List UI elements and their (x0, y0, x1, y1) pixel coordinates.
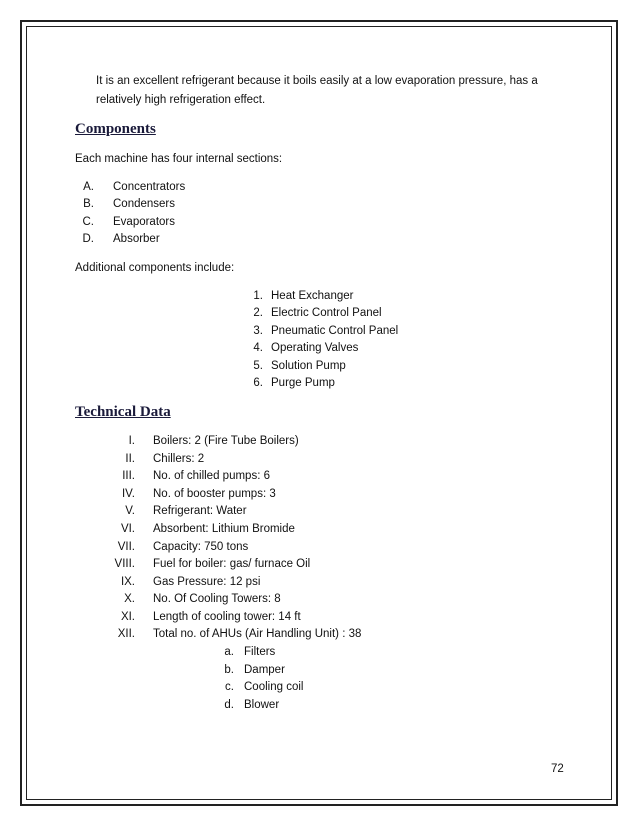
page-number: 72 (551, 763, 564, 775)
list-item: Capacity: 750 tons (153, 541, 249, 553)
list-item-marker: A. (83, 181, 94, 193)
list-item-marker: X. (124, 593, 135, 605)
list-item-marker: 3. (253, 325, 263, 337)
list-item: Purge Pump (271, 377, 335, 389)
list-item: Length of cooling tower: 14 ft (153, 611, 301, 623)
list-item: Gas Pressure: 12 psi (153, 576, 261, 588)
list-item: Operating Valves (271, 342, 359, 354)
list-item: Chillers: 2 (153, 453, 205, 465)
list-item-marker: XI. (120, 611, 135, 623)
list-item-marker: D. (82, 233, 94, 245)
list-item-marker: 6. (253, 377, 263, 389)
list-item: Electric Control Panel (271, 307, 382, 319)
list-item: Evaporators (113, 216, 176, 228)
list-item-marker: VI. (120, 523, 135, 535)
additional-lead: Additional components include: (75, 262, 235, 274)
components-lead: Each machine has four internal sections: (75, 153, 283, 165)
list-item: Pneumatic Control Panel (271, 325, 399, 337)
list-item-marker: d. (224, 699, 234, 711)
list-item-marker: 1. (253, 290, 263, 302)
list-item: No. of booster pumps: 3 (153, 488, 276, 500)
list-item: Absorber (113, 233, 160, 245)
intro-line-2: relatively high refrigeration effect. (96, 94, 266, 106)
list-item-marker: 2. (253, 307, 263, 319)
list-item-marker: II. (125, 453, 135, 465)
list-item-marker: C. (82, 216, 94, 228)
list-item: Absorbent: Lithium Bromide (153, 523, 295, 535)
list-item-marker: b. (224, 664, 234, 676)
components-heading: Components (75, 121, 156, 137)
list-item-marker: VII. (117, 541, 135, 553)
list-item: No. Of Cooling Towers: 8 (153, 593, 281, 605)
list-item: Boilers: 2 (Fire Tube Boilers) (153, 435, 299, 447)
list-item: Heat Exchanger (271, 290, 354, 302)
list-item: Fuel for boiler: gas/ furnace Oil (153, 558, 311, 570)
list-item: Damper (244, 664, 285, 676)
list-item: Concentrators (113, 181, 186, 193)
list-item-marker: IV. (121, 488, 135, 500)
list-item: Condensers (113, 198, 176, 210)
list-item-marker: XII. (117, 628, 135, 640)
list-item-marker: c. (225, 681, 234, 693)
list-item: Solution Pump (271, 360, 346, 372)
list-item-marker: a. (224, 646, 234, 658)
list-item-marker: III. (122, 470, 135, 482)
list-item-marker: VIII. (114, 558, 135, 570)
list-item-marker: B. (83, 198, 94, 210)
list-item: No. of chilled pumps: 6 (153, 470, 270, 482)
list-item: Total no. of AHUs (Air Handling Unit) : 38 (153, 628, 362, 640)
list-item: Blower (244, 699, 280, 711)
list-item: Cooling coil (244, 681, 304, 693)
list-item-marker: I. (128, 435, 135, 447)
list-item-marker: IX. (120, 576, 135, 588)
list-item-marker: 5. (253, 360, 263, 372)
list-item: Refrigerant: Water (153, 505, 247, 517)
list-item: Filters (244, 646, 276, 658)
intro-line-1: It is an excellent refrigerant because it boils easily at a low evaporation pressure, has a (96, 75, 538, 87)
list-item-marker: V. (125, 505, 135, 517)
technical-heading: Technical Data (75, 404, 171, 420)
list-item-marker: 4. (253, 342, 263, 354)
